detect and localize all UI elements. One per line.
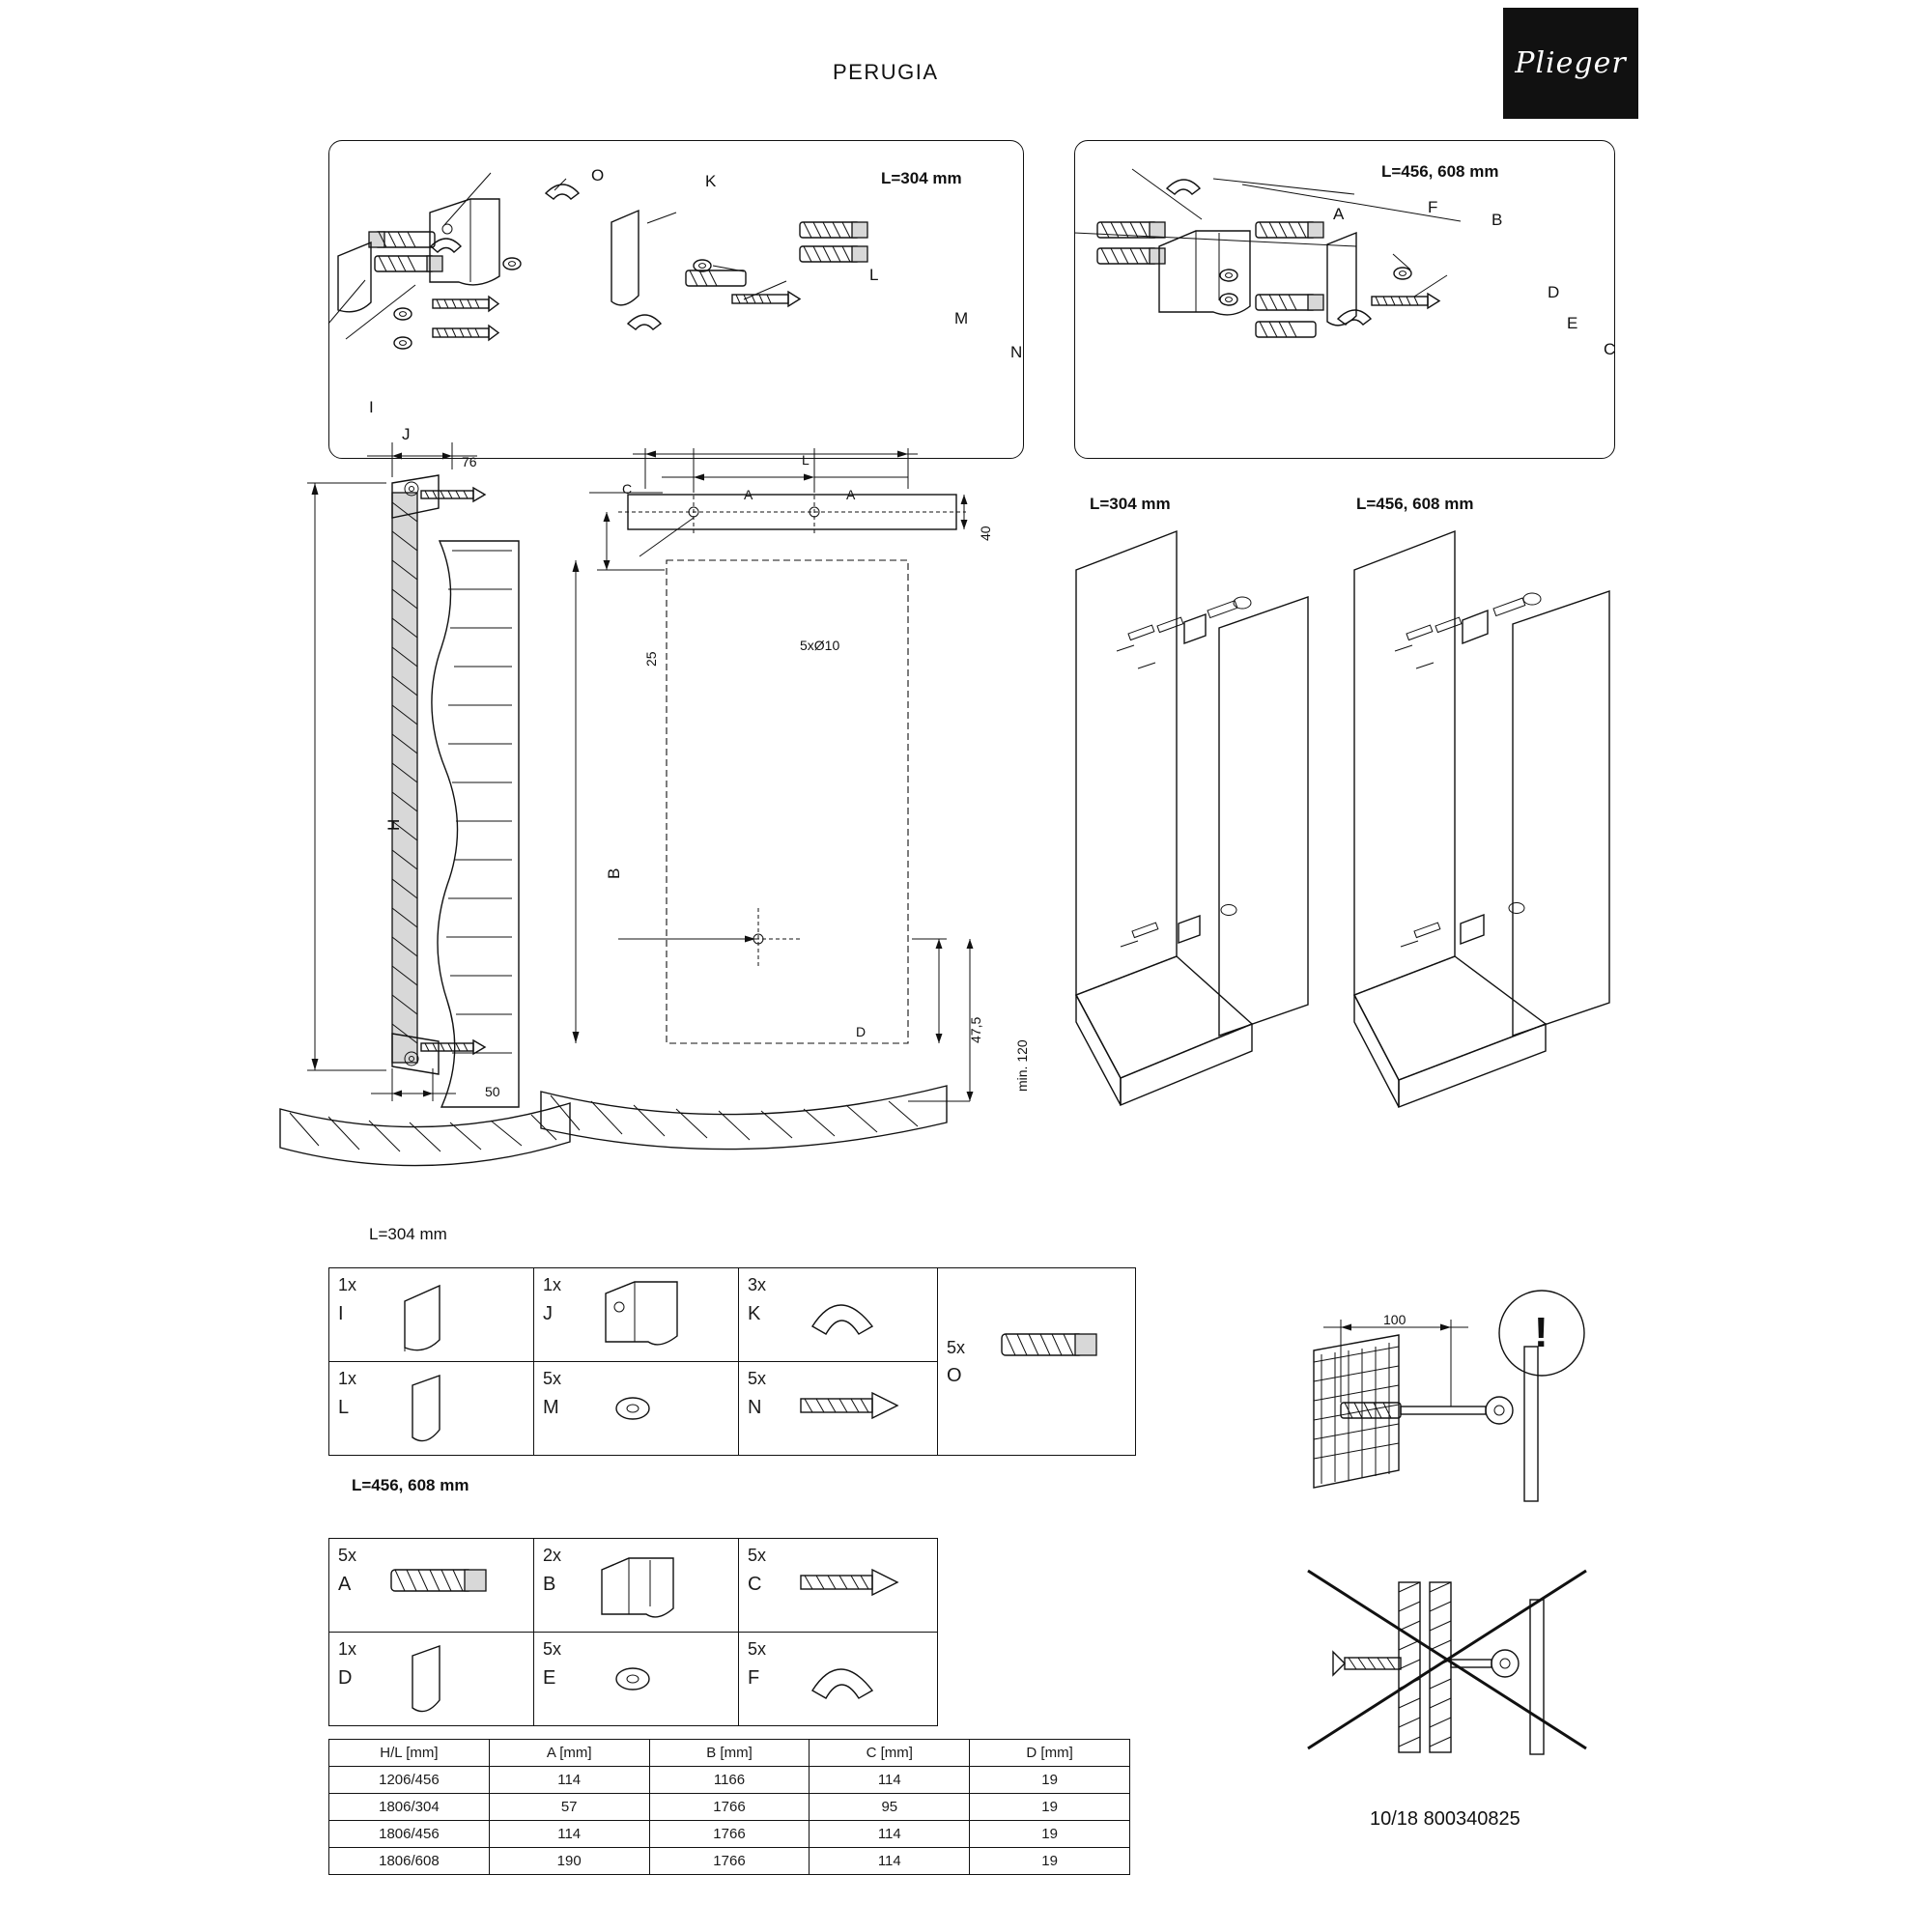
kit-panel-304-size: L=304 mm [881, 169, 962, 187]
part-letter: A [338, 1574, 352, 1595]
part-qty: 5x [947, 1338, 966, 1357]
part-qty: 5x [543, 1369, 562, 1388]
iso-right-drawing [1341, 541, 1650, 1140]
callout-K: K [705, 172, 717, 190]
part-letter: C [748, 1574, 762, 1595]
col-header-a: A [mm] [489, 1740, 649, 1767]
cell-d: 19 [970, 1767, 1130, 1794]
dim-40: 40 [978, 526, 993, 541]
col-header-b: B [mm] [649, 1740, 810, 1767]
cell-b: 1766 [649, 1821, 810, 1848]
table-row [329, 1539, 938, 1633]
part-cell-E [534, 1633, 739, 1726]
dim-50: 50 [485, 1084, 500, 1099]
part-qty: 5x [748, 1369, 767, 1388]
part-cell-B [534, 1539, 739, 1633]
callout-O: O [591, 166, 605, 185]
part-art-bracket-hook [384, 1274, 529, 1357]
col-header-c: C [mm] [810, 1740, 970, 1767]
callout-D: D [1548, 283, 1560, 301]
part-art-washer [588, 1368, 734, 1451]
side-view-drawing [328, 464, 609, 1217]
document-code: 10/18 800340825 [1370, 1808, 1520, 1830]
part-art-bracket-plate [588, 1274, 734, 1357]
part-qty: 1x [543, 1275, 562, 1294]
cell-a: 114 [489, 1767, 649, 1794]
cell-b: 1766 [649, 1794, 810, 1821]
cell-a: 57 [489, 1794, 649, 1821]
detail-incorrect-mounting [1285, 1549, 1633, 1772]
cell-c: 114 [810, 1767, 970, 1794]
part-cell-L [329, 1362, 534, 1456]
part-cell-C [739, 1539, 938, 1633]
dim-25: 25 [643, 651, 659, 667]
part-art-wood-screw [793, 1545, 933, 1628]
part-qty: 1x [338, 1369, 357, 1388]
kit-panel-304-artwork [328, 140, 1024, 459]
iso-left-label: L=304 mm [1090, 495, 1171, 513]
dim-L: L [802, 452, 810, 468]
page-title: PERUGIA [833, 60, 939, 84]
brand-logo [1503, 8, 1638, 119]
iso-right-label: L=456, 608 mm [1356, 495, 1474, 513]
brand-logo-text: Plieger [1515, 46, 1627, 80]
table-row [329, 1268, 1136, 1362]
part-qty: 2x [543, 1546, 562, 1565]
dim-100: 100 [1383, 1312, 1406, 1327]
cell-c: 114 [810, 1848, 970, 1875]
part-art-wall-plug [992, 1321, 1131, 1451]
callout-M: M [954, 309, 969, 327]
callout-I: I [369, 398, 374, 416]
part-art-clip-saddle [793, 1638, 933, 1721]
part-qty: 5x [338, 1546, 357, 1565]
dim-C: C [622, 481, 633, 497]
dim-A2: A [846, 487, 856, 502]
cell-c: 95 [810, 1794, 970, 1821]
iso-left-drawing [1063, 541, 1352, 1140]
cell-hl: 1206/456 [329, 1767, 490, 1794]
part-qty: 3x [748, 1275, 767, 1294]
dim-B: B [605, 867, 623, 879]
part-letter: D [338, 1667, 353, 1689]
cell-d: 19 [970, 1821, 1130, 1848]
detail-correct-mounting [1285, 1294, 1633, 1526]
kit-panel-456-608-size: L=456, 608 mm [1381, 162, 1499, 181]
part-letter: E [543, 1667, 556, 1689]
part-art-bracket-hook-large [384, 1638, 529, 1721]
cell-d: 19 [970, 1794, 1130, 1821]
cell-a: 190 [489, 1848, 649, 1875]
part-letter: B [543, 1574, 556, 1595]
callout-A: A [1333, 205, 1345, 223]
part-cell-N [739, 1362, 938, 1456]
table-row [329, 1633, 938, 1726]
table-row [329, 1848, 1130, 1875]
part-art-wood-screw [793, 1368, 933, 1451]
parts-456-heading: L=456, 608 mm [352, 1476, 469, 1494]
dim-H: H [384, 818, 403, 831]
part-art-clip-saddle [793, 1274, 933, 1357]
callout-E: E [1567, 314, 1578, 332]
part-letter: I [338, 1303, 344, 1324]
front-view-drawing [580, 464, 1024, 1217]
cell-c: 114 [810, 1821, 970, 1848]
part-qty: 5x [543, 1639, 562, 1659]
table-header-row [329, 1740, 1130, 1767]
dim-A1: A [744, 487, 753, 502]
callout-C: C [1604, 340, 1616, 358]
warning-exclamation: ! [1534, 1309, 1548, 1356]
dimension-table [328, 1739, 1130, 1875]
dim-D: D [856, 1024, 867, 1039]
part-letter: N [748, 1397, 762, 1418]
cell-a: 114 [489, 1821, 649, 1848]
cell-hl: 1806/456 [329, 1821, 490, 1848]
part-cell-J [534, 1268, 739, 1362]
dim-47-5: 47,5 [968, 1016, 983, 1043]
cell-d: 19 [970, 1848, 1130, 1875]
side-view-caption: L=304 mm [369, 1225, 447, 1243]
callout-J: J [402, 425, 411, 443]
part-qty: 5x [748, 1546, 767, 1565]
callout-L: L [869, 266, 879, 284]
part-cell-A [329, 1539, 534, 1633]
table-row [329, 1821, 1130, 1848]
table-row [329, 1767, 1130, 1794]
parts-table-304 [328, 1267, 1136, 1456]
callout-B: B [1492, 211, 1503, 229]
part-qty: 5x [748, 1639, 767, 1659]
part-art-bracket-double [588, 1545, 734, 1628]
part-letter: F [748, 1667, 760, 1689]
part-art-bracket-hook-large [384, 1368, 529, 1451]
cell-hl: 1806/304 [329, 1794, 490, 1821]
part-letter: J [543, 1303, 553, 1324]
dim-76: 76 [462, 454, 477, 469]
parts-table-456-608 [328, 1538, 938, 1726]
part-art-wall-plug [384, 1545, 529, 1628]
col-header-hl: H/L [mm] [329, 1740, 490, 1767]
part-letter: O [947, 1365, 962, 1386]
part-cell-F [739, 1633, 938, 1726]
part-letter: M [543, 1397, 559, 1418]
part-qty: 1x [338, 1639, 357, 1659]
part-cell-K [739, 1268, 938, 1362]
col-header-d: D [mm] [970, 1740, 1130, 1767]
part-cell-M [534, 1362, 739, 1456]
callout-F: F [1428, 198, 1438, 216]
callout-N: N [1010, 343, 1023, 361]
hole-note: 5xØ10 [800, 638, 840, 653]
cell-b: 1166 [649, 1767, 810, 1794]
part-art-washer [588, 1638, 734, 1721]
part-cell-D [329, 1633, 534, 1726]
part-letter: K [748, 1303, 761, 1324]
cell-hl: 1806/608 [329, 1848, 490, 1875]
table-row [329, 1794, 1130, 1821]
part-cell-O [938, 1268, 1136, 1456]
part-cell-I [329, 1268, 534, 1362]
part-qty: 1x [338, 1275, 357, 1294]
part-letter: L [338, 1397, 350, 1418]
kit-panel-456-artwork [1074, 140, 1615, 459]
cell-b: 1766 [649, 1848, 810, 1875]
dim-min-120: min. 120 [1014, 1039, 1030, 1092]
